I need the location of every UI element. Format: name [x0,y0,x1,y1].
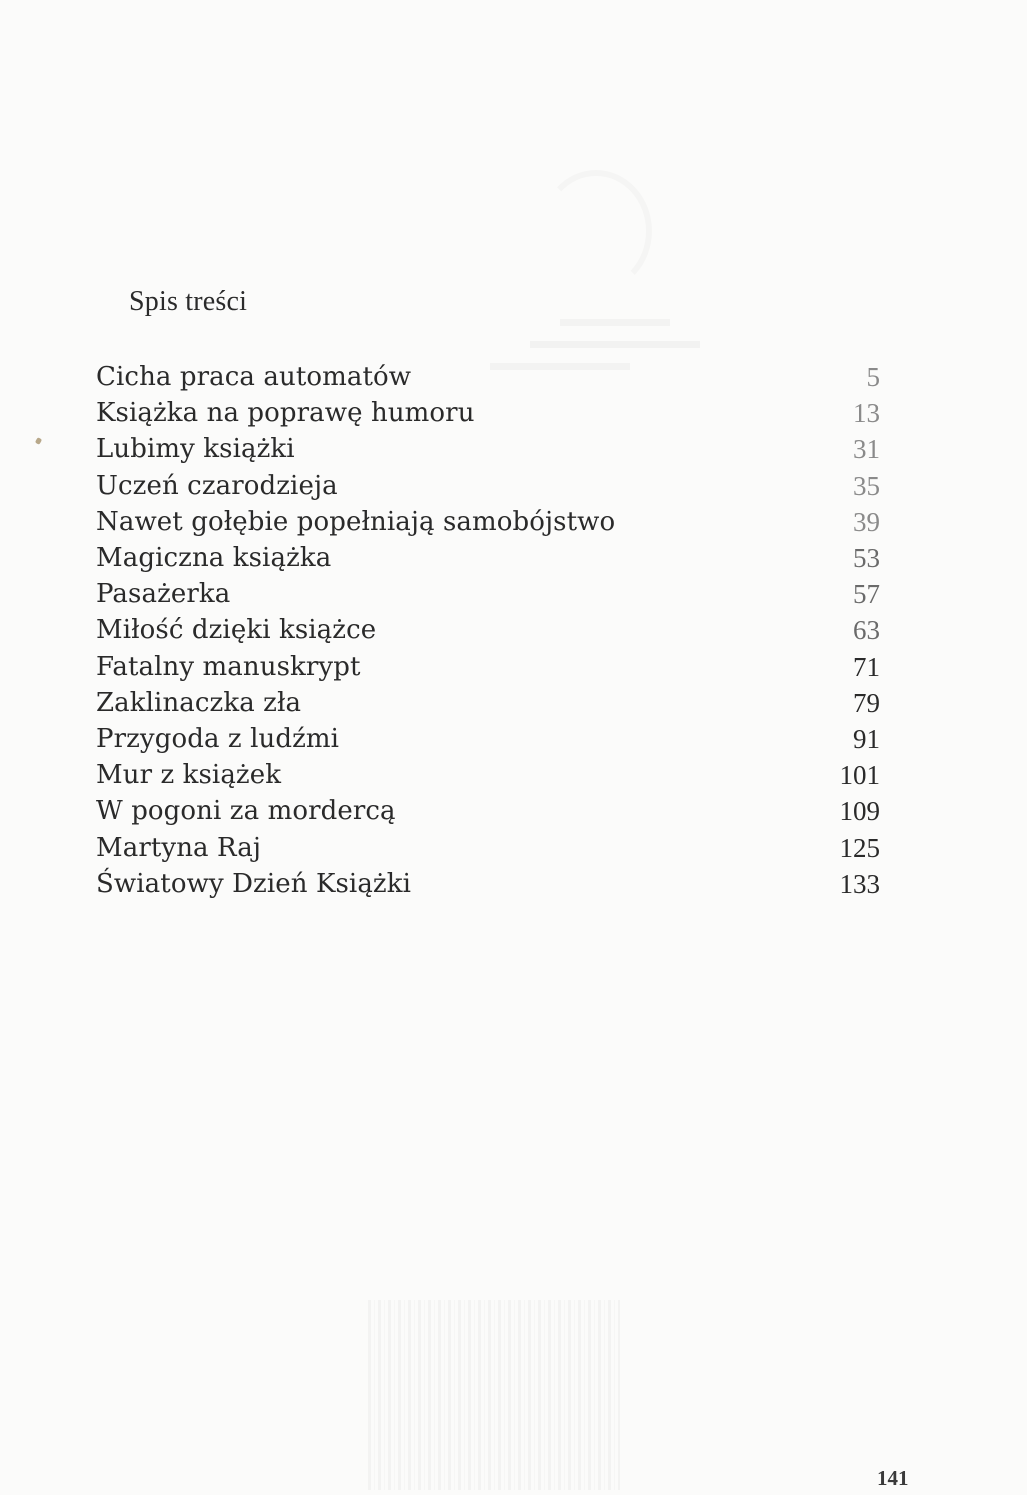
toc-entry [96,468,880,504]
toc-entry-title: Fatalny manuskrypt [96,651,361,682]
toc-entry-title: Cicha praca automatów [96,362,412,393]
toc-entry-page: 125 [839,832,880,863]
toc-entry-page: 13 [853,398,880,429]
toc-entry-page: 101 [839,760,880,791]
toc-entry-page: 109 [839,796,880,827]
toc-entry-title: Uczeń czarodzieja [96,470,338,501]
toc-entry [96,685,880,721]
toc-entry [96,612,880,648]
toc-entry-page: 133 [839,868,880,899]
toc-entry [96,721,880,757]
toc-entry-page: 35 [853,470,880,501]
toc-heading: Spis treści [129,286,248,317]
toc-entry-title: Lubimy książki [96,434,295,465]
toc-entry-title: Martyna Raj [96,832,262,863]
toc-entry-title: Światowy Dzień Książki [96,868,411,899]
toc-entry [96,431,880,467]
toc-entry [96,793,880,829]
toc-entry [96,359,880,395]
toc-entry-page: 91 [853,723,880,754]
toc-entry-title: Mur z książek [96,760,282,791]
toc-entry-page: 79 [853,687,880,718]
toc-entry [96,649,880,685]
page-number: 141 [877,1466,909,1490]
toc-entry [96,504,880,540]
paper-speck [35,437,42,445]
toc-entry-page: 31 [853,434,880,465]
toc-entry-title: Przygoda z ludźmi [96,723,340,754]
toc-entry [96,395,880,431]
toc-entry-title: W pogoni za mordercą [96,796,396,827]
toc-entry-page: 71 [853,651,880,682]
toc-entry [96,829,880,865]
show-through-emblem [540,170,652,292]
toc-entry [96,540,880,576]
toc-entry-page: 53 [853,543,880,574]
toc-entry-title: Nawet gołębie popełniają samobójstwo [96,506,616,537]
toc-entry-page: 39 [853,506,880,537]
show-through-barcode [368,1300,620,1490]
toc-entry-page: 5 [866,362,880,393]
toc-entry [96,757,880,793]
toc-entry-title: Zaklinaczka zła [96,687,302,718]
toc-entry-page: 57 [853,579,880,610]
toc-entry-title: Magiczna książka [96,543,332,574]
toc-entry-title: Pasażerka [96,579,231,610]
toc-entry [96,866,880,902]
toc-entry-page: 63 [853,615,880,646]
toc-entry [96,576,880,612]
table-of-contents [96,359,880,902]
toc-entry-title: Miłość dzięki książce [96,615,377,646]
toc-entry-title: Książka na poprawę humoru [96,398,475,429]
